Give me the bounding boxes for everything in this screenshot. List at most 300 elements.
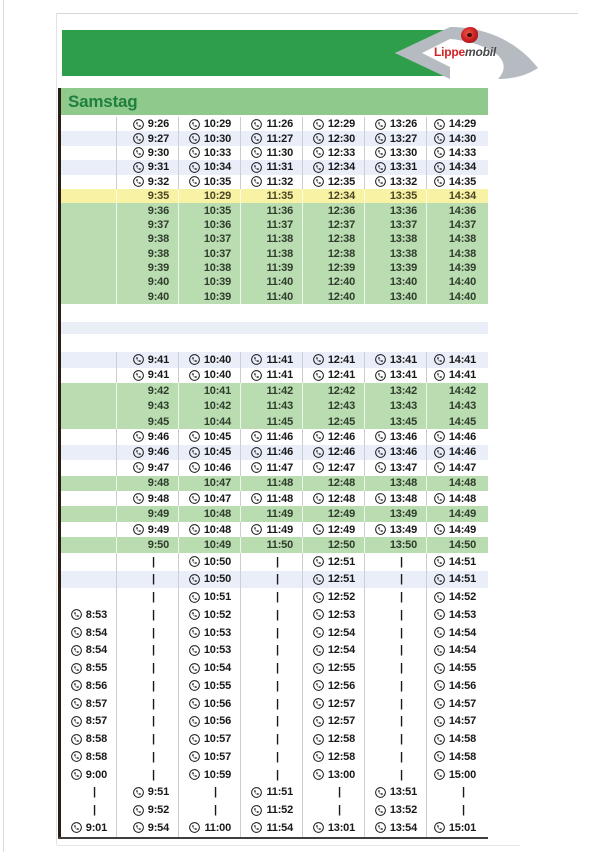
table-row [61, 713, 488, 731]
time-text: 12:54 [327, 626, 355, 639]
time-cell [241, 117, 303, 131]
time-text: 12:43 [327, 400, 355, 413]
phone-icon [189, 370, 200, 381]
time-cell [61, 819, 117, 837]
time-text: 10:54 [203, 662, 231, 675]
time-text: 13:54 [389, 821, 417, 834]
no-stop-dash: | [117, 659, 179, 677]
time-text: 9:27 [147, 132, 169, 145]
time-text: 11:41 [266, 353, 293, 366]
time-text: 13:35 [389, 190, 417, 203]
phone-icon [189, 769, 200, 780]
phone-icon [313, 431, 324, 442]
no-stop-dash: | [241, 571, 303, 589]
table-row [61, 160, 488, 174]
time-text: 14:41 [448, 353, 476, 366]
time-cell [365, 491, 427, 506]
time-text: 10:34 [203, 161, 231, 174]
time-cell [303, 659, 365, 677]
time-cell [117, 261, 179, 275]
time-cell [241, 232, 303, 246]
table-row [61, 383, 488, 398]
phone-icon [251, 176, 262, 187]
time-text: 11:36 [266, 204, 293, 217]
time-text: 13:40 [389, 290, 417, 303]
phone-icon [251, 524, 262, 535]
table-row [61, 398, 488, 413]
time-text: 13:48 [389, 492, 417, 505]
no-stop-dash: | [117, 624, 179, 642]
time-cell [241, 131, 303, 145]
time-cell [303, 429, 365, 444]
day-header-label: Samstag [68, 92, 138, 111]
time-cell [303, 730, 365, 748]
brand-logo-lippe: Lippe [434, 45, 465, 59]
time-text: 11:54 [266, 821, 293, 834]
time-text: 9:51 [147, 786, 169, 799]
phone-icon [375, 805, 386, 816]
table-row [61, 553, 488, 571]
time-cell [303, 766, 365, 784]
phone-icon [189, 162, 200, 173]
time-cell [179, 398, 241, 413]
time-text: 10:48 [203, 523, 231, 536]
time-cell [179, 748, 241, 766]
time-cell [427, 659, 488, 677]
time-text: 11:26 [266, 118, 293, 131]
time-text: 13:45 [389, 415, 417, 428]
time-cell [241, 522, 303, 537]
time-cell [179, 588, 241, 606]
empty-cell [61, 476, 117, 491]
empty-cell [61, 522, 117, 537]
time-text: 13:37 [389, 218, 417, 231]
time-cell [427, 677, 488, 695]
time-cell [365, 460, 427, 475]
time-text: 10:29 [203, 190, 231, 203]
time-cell [427, 261, 488, 275]
time-cell [117, 429, 179, 444]
table-row [61, 677, 488, 695]
time-text: 8:57 [85, 697, 107, 710]
time-cell [241, 160, 303, 174]
phone-icon [189, 627, 200, 638]
phone-icon [189, 524, 200, 535]
time-cell [365, 232, 427, 246]
time-cell [427, 218, 488, 232]
time-text: 9:30 [147, 146, 169, 159]
time-text: 11:48 [266, 492, 293, 505]
time-text: 14:55 [448, 662, 476, 675]
time-cell [427, 383, 488, 398]
time-text: 12:41 [327, 369, 355, 382]
time-cell [365, 429, 427, 444]
time-text: 14:54 [448, 626, 476, 639]
time-cell [427, 117, 488, 131]
time-cell [241, 801, 303, 819]
empty-cell [61, 290, 117, 304]
empty-cell [61, 506, 117, 521]
empty-cell [61, 117, 117, 131]
time-cell [303, 642, 365, 660]
timetable-section [61, 553, 488, 837]
phone-icon [189, 462, 200, 473]
time-text: 9:32 [147, 175, 169, 188]
time-cell [303, 713, 365, 731]
phone-icon [313, 574, 324, 585]
time-text: 8:58 [85, 733, 107, 746]
empty-cell [61, 383, 117, 398]
time-cell [303, 160, 365, 174]
table-row [61, 445, 488, 460]
phone-icon [251, 493, 262, 504]
time-cell [179, 571, 241, 589]
time-text: 11:30 [266, 146, 293, 159]
time-cell [303, 275, 365, 289]
time-text: 9:41 [147, 353, 169, 366]
phone-icon [189, 663, 200, 674]
no-stop-dash: | [241, 606, 303, 624]
time-text: 12:45 [327, 415, 355, 428]
phone-icon [133, 493, 144, 504]
no-stop-dash: | [61, 801, 117, 819]
phone-icon [133, 462, 144, 473]
phone-icon [313, 493, 324, 504]
time-cell [365, 117, 427, 131]
time-cell [61, 659, 117, 677]
time-text: 12:51 [327, 573, 355, 586]
time-text: 13:51 [389, 786, 417, 799]
time-cell [303, 491, 365, 506]
time-text: 12:40 [327, 276, 355, 289]
time-text: 9:00 [85, 768, 107, 781]
time-cell [179, 506, 241, 521]
time-cell [241, 506, 303, 521]
time-cell [365, 261, 427, 275]
phone-icon [313, 698, 324, 709]
phone-icon [189, 574, 200, 585]
time-cell [303, 445, 365, 460]
no-stop-dash: | [117, 588, 179, 606]
time-text: 10:50 [203, 573, 231, 586]
time-cell [179, 819, 241, 837]
time-text: 14:49 [448, 508, 476, 521]
time-cell [303, 398, 365, 413]
time-text: 10:57 [203, 750, 231, 763]
no-stop-dash: | [241, 588, 303, 606]
phone-icon [189, 493, 200, 504]
no-stop-dash: | [462, 804, 465, 817]
phone-icon [313, 663, 324, 674]
time-cell [179, 624, 241, 642]
time-text: 14:46 [448, 446, 476, 459]
empty-cell [61, 131, 117, 145]
phone-icon [434, 822, 445, 833]
time-cell [179, 522, 241, 537]
phone-icon [313, 462, 324, 473]
time-text: 11:50 [266, 539, 293, 552]
time-cell [303, 476, 365, 491]
time-cell [365, 160, 427, 174]
phone-icon [434, 716, 445, 727]
empty-cell [61, 460, 117, 475]
no-stop-dash: | [241, 730, 303, 748]
time-cell [117, 522, 179, 537]
time-text: 9:01 [85, 821, 107, 834]
empty-cell [61, 275, 117, 289]
table-row [61, 247, 488, 261]
time-text: 11:43 [266, 400, 293, 413]
time-text: 14:30 [448, 132, 476, 145]
time-text: 12:46 [327, 430, 355, 443]
time-cell [179, 203, 241, 217]
time-text: 14:50 [448, 539, 476, 552]
time-text: 14:39 [448, 262, 476, 275]
empty-cell [61, 368, 117, 383]
time-text: 11:45 [266, 415, 293, 428]
time-text: 10:46 [203, 461, 231, 474]
phone-icon [375, 162, 386, 173]
time-text: 11:41 [266, 369, 293, 382]
time-text: 12:34 [327, 161, 355, 174]
no-stop-dash: | [365, 695, 427, 713]
phone-icon [434, 133, 445, 144]
time-cell [303, 261, 365, 275]
phone-icon [189, 822, 200, 833]
time-cell [241, 275, 303, 289]
time-text: 14:37 [448, 218, 476, 231]
no-stop-dash: | [365, 713, 427, 731]
time-cell [365, 537, 427, 552]
time-cell [303, 606, 365, 624]
time-text: 14:48 [448, 477, 476, 490]
time-text: 14:33 [448, 146, 476, 159]
phone-icon [375, 787, 386, 798]
time-text: 10:44 [203, 415, 231, 428]
time-text: 14:58 [448, 733, 476, 746]
time-cell [427, 476, 488, 491]
time-cell [179, 175, 241, 189]
time-cell [179, 445, 241, 460]
time-text: 12:38 [327, 247, 355, 260]
time-cell [427, 429, 488, 444]
no-stop-dash: | [365, 659, 427, 677]
time-cell [179, 730, 241, 748]
phone-icon [133, 370, 144, 381]
time-text: 13:46 [389, 446, 417, 459]
table-row [61, 571, 488, 589]
time-text: 11:48 [266, 477, 293, 490]
time-text: 14:47 [448, 461, 476, 474]
phone-icon [434, 147, 445, 158]
no-stop-dash: | [303, 784, 365, 802]
phone-icon [375, 354, 386, 365]
time-cell [303, 537, 365, 552]
time-text: 14:49 [448, 523, 476, 536]
time-text: 10:55 [203, 679, 231, 692]
table-row [61, 819, 488, 837]
time-cell [427, 460, 488, 475]
time-cell [241, 537, 303, 552]
time-cell [179, 146, 241, 160]
time-cell [427, 189, 488, 203]
time-cell [427, 695, 488, 713]
table-row [61, 232, 488, 246]
time-cell [179, 131, 241, 145]
table-row [61, 429, 488, 444]
time-text: 13:40 [389, 276, 417, 289]
brand-logo [408, 45, 496, 59]
time-cell [241, 247, 303, 261]
time-cell [241, 175, 303, 189]
time-cell [365, 476, 427, 491]
empty-cell [61, 146, 117, 160]
phone-icon [375, 431, 386, 442]
time-cell [303, 414, 365, 429]
phone-icon [189, 119, 200, 130]
time-cell [179, 642, 241, 660]
phone-icon [313, 370, 324, 381]
time-text: 11:40 [266, 276, 293, 289]
no-stop-dash: | [117, 695, 179, 713]
no-stop-dash: | [241, 677, 303, 695]
time-cell [179, 659, 241, 677]
phone-icon [434, 680, 445, 691]
phone-icon [313, 162, 324, 173]
time-cell [365, 203, 427, 217]
empty-cell [61, 398, 117, 413]
time-text: 10:51 [203, 591, 231, 604]
time-text: 12:49 [327, 523, 355, 536]
time-text: 11:46 [266, 446, 293, 459]
time-cell [61, 695, 117, 713]
time-cell [179, 713, 241, 731]
phone-icon [434, 556, 445, 567]
phone-icon [375, 524, 386, 535]
time-cell [365, 189, 427, 203]
table-row [61, 414, 488, 429]
time-text: 11:52 [266, 804, 293, 817]
time-cell [427, 713, 488, 731]
phone-icon [133, 524, 144, 535]
time-text: 12:48 [327, 477, 355, 490]
time-text: 12:58 [327, 733, 355, 746]
empty-cell [61, 588, 117, 606]
time-text: 10:45 [203, 430, 231, 443]
time-cell [303, 695, 365, 713]
time-cell [427, 624, 488, 642]
poppy-flower-icon [461, 27, 478, 43]
time-cell [179, 117, 241, 131]
time-cell [365, 383, 427, 398]
no-stop-dash: | [117, 713, 179, 731]
time-text: 14:40 [448, 290, 476, 303]
time-cell [241, 784, 303, 802]
time-text: 13:50 [389, 539, 417, 552]
time-cell [365, 414, 427, 429]
phone-icon [189, 431, 200, 442]
time-text: 10:39 [203, 276, 231, 289]
time-text: 9:38 [147, 247, 169, 260]
time-cell [303, 748, 365, 766]
time-text: 14:41 [448, 369, 476, 382]
time-cell [427, 146, 488, 160]
time-text: 9:35 [147, 190, 169, 203]
empty-cell [61, 189, 117, 203]
empty-cell [61, 175, 117, 189]
table-row [61, 131, 488, 145]
phone-icon [313, 556, 324, 567]
time-text: 11:47 [266, 461, 293, 474]
time-text: 9:46 [147, 446, 169, 459]
time-cell [303, 368, 365, 383]
time-text: 9:36 [147, 204, 169, 217]
phone-icon [313, 734, 324, 745]
time-text: 12:56 [327, 679, 355, 692]
time-text: 11:32 [266, 175, 293, 188]
time-text: 10:29 [203, 118, 231, 131]
time-cell [427, 537, 488, 552]
time-text: 10:56 [203, 697, 231, 710]
section-gap [61, 304, 488, 352]
phone-icon [189, 176, 200, 187]
time-text: 13:39 [389, 262, 417, 275]
time-text: 9:41 [147, 369, 169, 382]
time-cell [179, 537, 241, 552]
no-stop-dash: | [117, 553, 179, 571]
time-text: 13:41 [389, 353, 417, 366]
time-cell [303, 117, 365, 131]
no-stop-dash: | [117, 606, 179, 624]
phone-icon [71, 609, 82, 620]
time-cell [179, 189, 241, 203]
phone-icon [251, 147, 262, 158]
phone-icon [434, 627, 445, 638]
time-text: 13:26 [389, 118, 417, 131]
phone-icon [71, 751, 82, 762]
no-stop-dash: | [179, 784, 241, 802]
page-edge-left [56, 13, 57, 845]
no-stop-dash: | [241, 553, 303, 571]
time-cell [303, 189, 365, 203]
time-cell [241, 445, 303, 460]
time-text: 11:46 [266, 430, 293, 443]
time-cell [117, 506, 179, 521]
time-text: 11:31 [266, 161, 293, 174]
table-row [61, 189, 488, 203]
time-text: 10:53 [203, 626, 231, 639]
table-row [61, 730, 488, 748]
phone-icon [434, 524, 445, 535]
time-cell [241, 383, 303, 398]
time-cell [427, 398, 488, 413]
time-text: 12:33 [327, 146, 355, 159]
time-text: 12:34 [327, 190, 355, 203]
time-cell [117, 537, 179, 552]
time-cell [365, 801, 427, 819]
time-text: 9:40 [147, 276, 169, 289]
phone-icon [434, 663, 445, 674]
table-row [61, 290, 488, 304]
time-text: 8:58 [85, 750, 107, 763]
time-cell [117, 160, 179, 174]
time-text: 9:46 [147, 430, 169, 443]
phone-icon [313, 524, 324, 535]
no-stop-dash: | [365, 571, 427, 589]
phone-icon [133, 787, 144, 798]
time-text: 9:26 [147, 118, 169, 131]
time-cell [303, 218, 365, 232]
